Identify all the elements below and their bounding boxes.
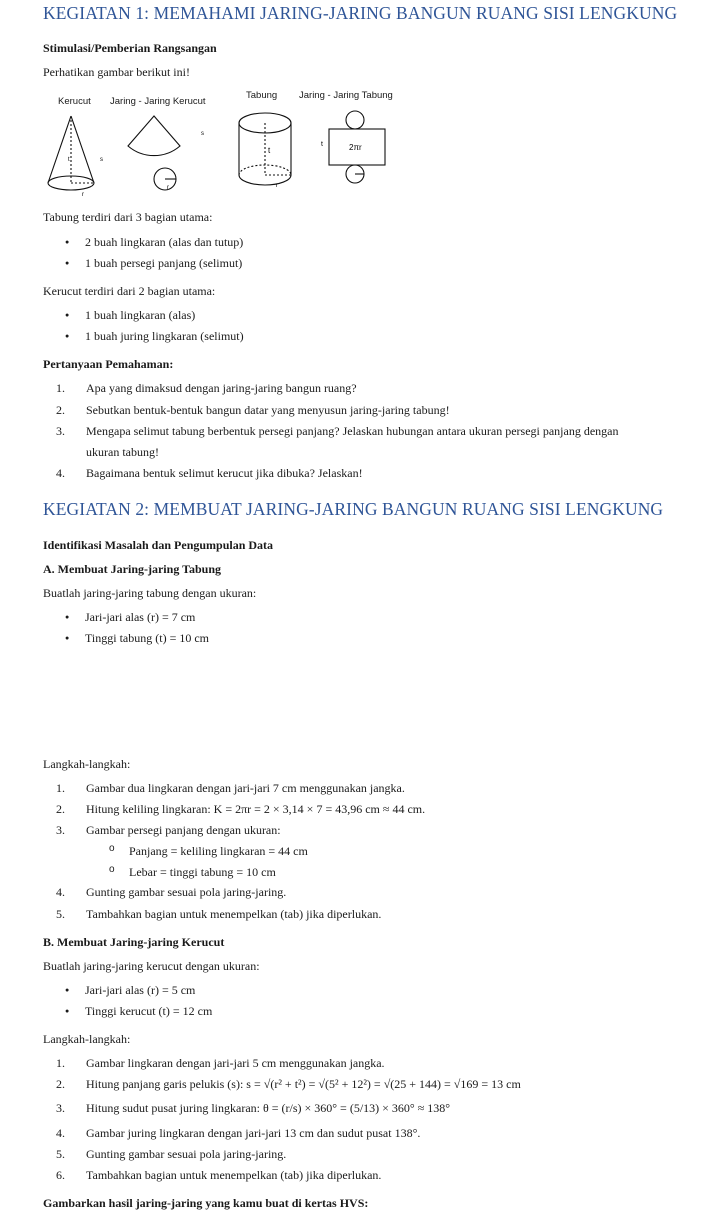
- stimulasi-text: Perhatikan gambar berikut ini!: [43, 65, 190, 79]
- identifikasi-heading: Identifikasi Masalah dan Pengumpulan Data: [43, 538, 274, 552]
- label-s-cone: s: [100, 157, 103, 163]
- step-item: 3. Hitung sudut pusat juring lingkaran: θ = (r/s) × 360° = (5/13) × 360° ≈ 138°: [56, 1101, 451, 1115]
- sub-step-item: o Lebar = tinggi tabung = 10 cm: [109, 865, 276, 880]
- pertanyaan-heading: Pertanyaan Pemahaman:: [43, 357, 174, 371]
- nets-figure: [43, 86, 403, 201]
- question-item: 2. Sebutkan bentuk-bentuk bangun datar yang menyusun jaring-jaring tabung!: [56, 403, 450, 417]
- cone-shape: [48, 116, 94, 190]
- label-kerucut: Kerucut: [58, 96, 91, 107]
- list-item: ● 2 buah lingkaran (alas dan tutup): [65, 235, 243, 250]
- section-a-heading: A. Membuat Jaring-jaring Tabung: [43, 562, 222, 576]
- question-item: 3. Mengapa selimut tabung berbentuk persegi panjang? Jelaskan hubungan antara ukuran persegi panjang dengan: [56, 424, 619, 438]
- label-2pir: 2πr: [349, 143, 362, 152]
- step-item: 6. Tambahkan bagian untuk menempelkan (tab) jika diperlukan.: [56, 1168, 382, 1182]
- step-item: 1. Gambar lingkaran dengan jari-jari 5 cm menggunakan jangka.: [56, 1056, 385, 1070]
- kegiatan-1-title: KEGIATAN 1: MEMAHAMI JARING-JARING BANGUN RUANG SISI LENGKUNG: [43, 3, 678, 23]
- list-item: ● 1 buah juring lingkaran (selimut): [65, 329, 244, 344]
- steps-label-b: Langkah-langkah:: [43, 1032, 131, 1046]
- cone-net-shape: [128, 116, 180, 190]
- list-item: ● 1 buah lingkaran (alas): [65, 308, 195, 323]
- label-s: s: [201, 131, 204, 137]
- list-item: ● 1 buah persegi panjang (selimut): [65, 256, 242, 271]
- label-t-cone: t: [68, 157, 70, 163]
- step-item: 5. Tambahkan bagian untuk menempelkan (tab) jika diperlukan.: [56, 907, 382, 921]
- label-jaring-kerucut: Jaring - Jaring Kerucut: [110, 96, 206, 107]
- final-instruction: Gambarkan hasil jaring-jaring yang kamu buat di kertas HVS:: [43, 1196, 369, 1210]
- section-a-intro: Buatlah jaring-jaring tabung dengan ukuran:: [43, 586, 257, 600]
- step-item: 2. Hitung panjang garis pelukis (s): s = √(r² + t²) = √(5² + 12²) = √(25 + 144) = √169 = 13 cm: [56, 1077, 521, 1091]
- list-item: ● Tinggi tabung (t) = 10 cm: [65, 631, 209, 646]
- step-item: 3. Gambar persegi panjang dengan ukuran:: [56, 823, 281, 837]
- cylinder-shape: [239, 113, 291, 185]
- question-item: 1. Apa yang dimaksud dengan jaring-jaring bangun ruang?: [56, 381, 357, 395]
- label-t-cyl: t: [268, 146, 271, 155]
- label-tabung: Tabung: [246, 90, 278, 101]
- steps-label-a: Langkah-langkah:: [43, 757, 131, 771]
- stimulasi-heading: Stimulasi/Pemberian Rangsangan: [43, 41, 217, 55]
- question-item: 4. Bagaimana bentuk selimut kerucut jika dibuka? Jelaskan!: [56, 466, 363, 480]
- step-item: 1. Gambar dua lingkaran dengan jari-jari 7 cm menggunakan jangka.: [56, 781, 405, 795]
- list-item: ● Tinggi kerucut (t) = 12 cm: [65, 1004, 212, 1019]
- step-item: 4. Gambar juring lingkaran dengan jari-jari 13 cm dan sudut pusat 138°.: [56, 1126, 421, 1140]
- sub-step-item: o Panjang = keliling lingkaran = 44 cm: [109, 844, 308, 859]
- section-b-intro: Buatlah jaring-jaring kerucut dengan ukuran:: [43, 959, 260, 973]
- step-item: 2. Hitung keliling lingkaran: K = 2πr = 2 × 3,14 × 7 = 43,96 cm ≈ 44 cm.: [56, 802, 426, 816]
- label-t-net: t: [321, 141, 323, 148]
- kerucut-intro: Kerucut terdiri dari 2 bagian utama:: [43, 284, 216, 298]
- section-b-heading: B. Membuat Jaring-jaring Kerucut: [43, 935, 225, 949]
- step-item: 4. Gunting gambar sesuai pola jaring-jaring.: [56, 885, 287, 899]
- question-item-cont: ukuran tabung!: [86, 445, 159, 459]
- kegiatan-2-title: KEGIATAN 2: MEMBUAT JARING-JARING BANGUN RUANG SISI LENGKUNG: [43, 499, 664, 519]
- tabung-intro: Tabung terdiri dari 3 bagian utama:: [43, 210, 213, 224]
- nets-drawing: [43, 86, 403, 201]
- label-r-cone: r: [82, 192, 84, 198]
- list-item: ● Jari-jari alas (r) = 7 cm: [65, 610, 195, 625]
- label-jaring-tabung: Jaring - Jaring Tabung: [299, 90, 393, 101]
- list-item: ● Jari-jari alas (r) = 5 cm: [65, 983, 195, 998]
- label-r-net: r: [167, 185, 169, 191]
- label-r-cyl: r: [276, 183, 278, 189]
- step-item: 5. Gunting gambar sesuai pola jaring-jaring.: [56, 1147, 287, 1161]
